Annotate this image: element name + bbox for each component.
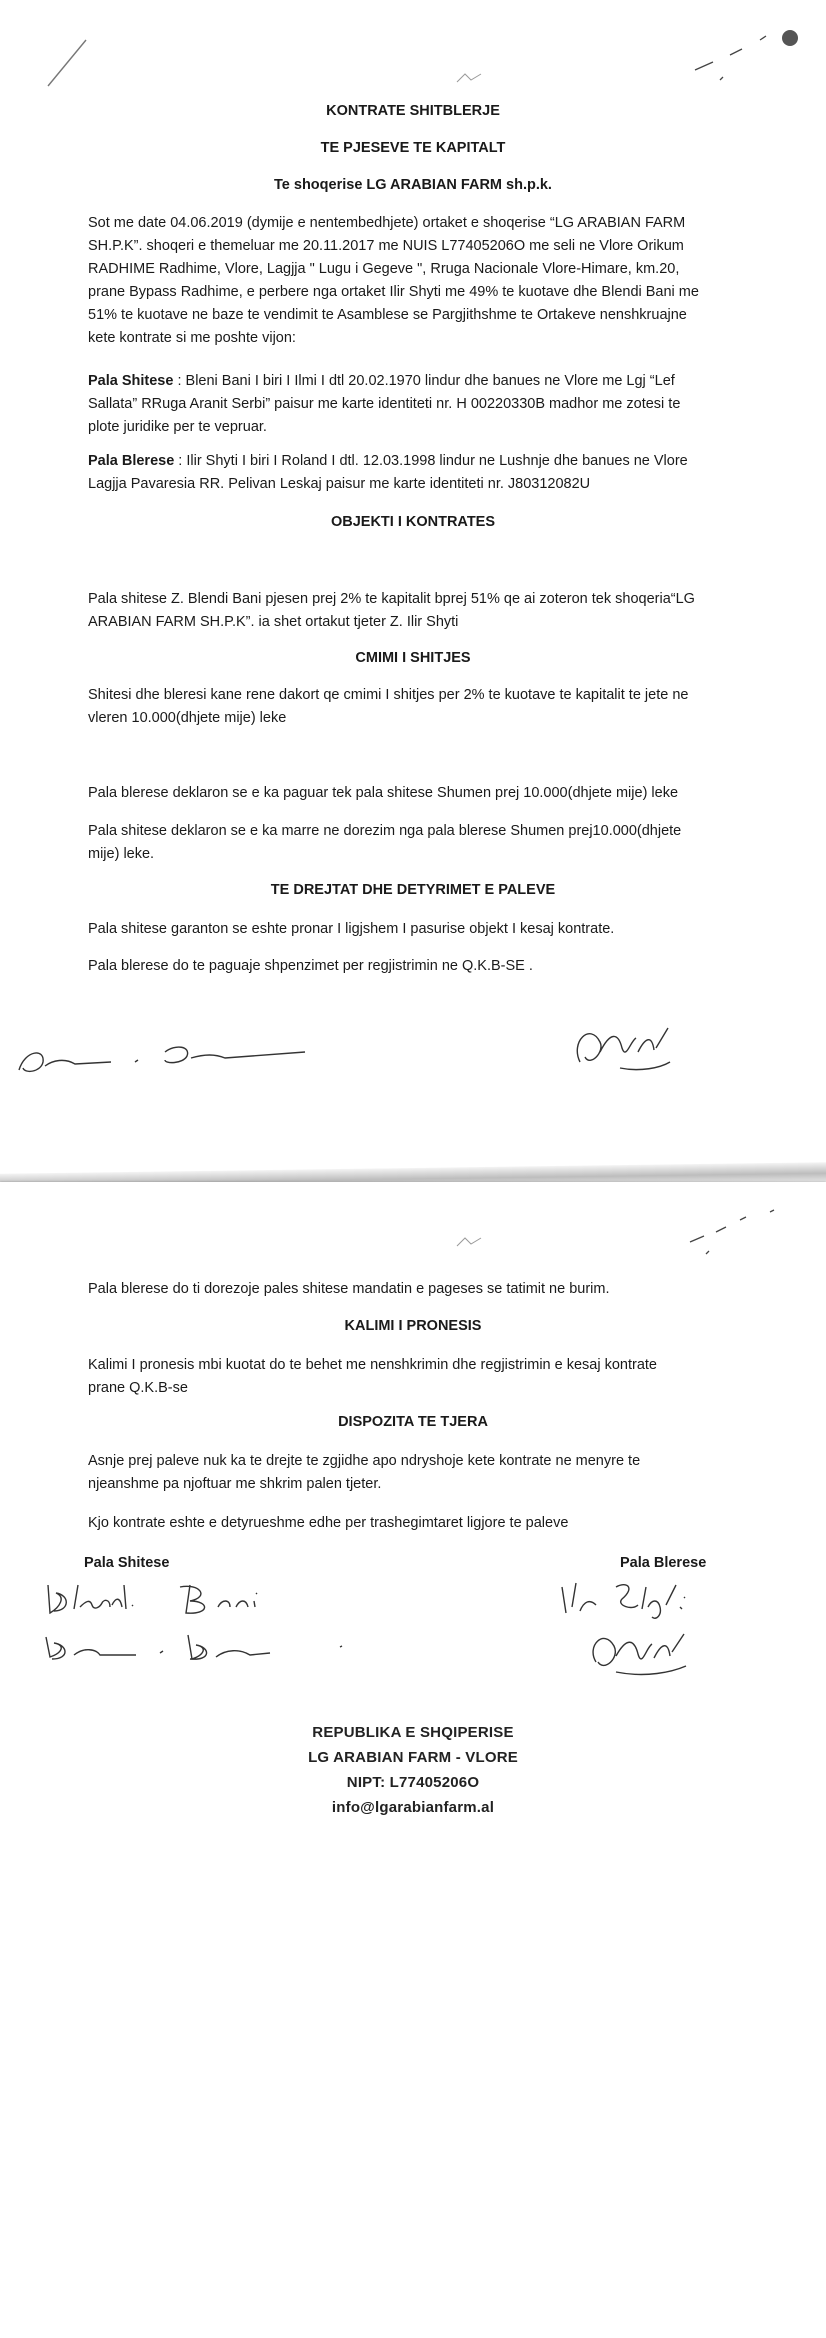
dispozita-paragraph bbox=[88, 1450, 734, 1496]
seller-label: Pala Shitese bbox=[88, 373, 174, 389]
intro-line: Sot me date 04.06.2019 (dymije e nentembedhjete) ortaket e shoqerise “LG ARABIAN FARM bbox=[88, 215, 686, 231]
objekti-paragraph bbox=[88, 588, 734, 634]
stamp-line: LG ARABIAN FARM - VLORE bbox=[308, 1749, 518, 1766]
dispozita-line: njeanshme pa njoftuar me shkrim palen tjeter. bbox=[88, 1476, 382, 1492]
seller-name-signature bbox=[40, 1577, 290, 1622]
garanton-paragraph: Pala shitese garanton se eshte pronar I ligjshem I pasurise objekt I kesaj kontrate. bbox=[88, 921, 615, 937]
kalimi-paragraph bbox=[88, 1354, 734, 1400]
kalimi-line: Kalimi I pronesis mbi kuotat do te behet me nenshkrimin dhe regjistrimin e kesaj kontrate bbox=[88, 1357, 657, 1373]
objekti-line: ARABIAN FARM SH.P.K”. ia shet ortakut tjeter Z. Ilir Shyti bbox=[88, 614, 459, 630]
scan-mark bbox=[690, 30, 800, 90]
buyer-label: Pala Blerese bbox=[88, 453, 175, 469]
buyer-initials-signature bbox=[560, 1012, 680, 1082]
shpenzimet-paragraph: Pala blerese do te paguaje shpenzimet per regjistrimin ne Q.K.B-SE . bbox=[88, 958, 533, 974]
marre-line: mije) leke. bbox=[88, 846, 155, 862]
scan-mark bbox=[40, 34, 100, 94]
buyer-paragraph bbox=[88, 450, 734, 496]
buyer-line: : Ilir Shyti I biri I Roland I dtl. 12.03.1998 lindur ne Lushnje dhe banues ne Vlore bbox=[174, 453, 688, 469]
intro-line: 51% te kuotave ne baze te vendimit te Asamblese se Pargjithshme te Ortakeve nenshkruajne bbox=[88, 307, 687, 323]
dispozita-line: Asnje prej paleve nuk ka te drejte te zgjidhe apo ndryshoje kete kontrate ne menyre te bbox=[88, 1453, 641, 1469]
buyer-line: Lagjja Pavaresia RR. Pelivan Leskaj paisur me karte identiteti nr. J80312082U bbox=[88, 476, 591, 492]
seller-initials-signature bbox=[15, 1030, 315, 1090]
buyer-initials-signature bbox=[576, 1622, 696, 1682]
seller-line: plote juridike per te vepruar. bbox=[88, 419, 267, 435]
intro-line: prane Bypass Radhime, e perbere nga ortaket Ilir Shyti me 49% te kuotave dhe Blendi Bani me bbox=[88, 284, 699, 300]
cmimi-line: Shitesi dhe bleresi kane rene dakort qe cmimi I shitjes per 2% te kuotave te kapitalit te jete ne bbox=[88, 687, 689, 703]
mandat-paragraph: Pala blerese do ti dorezoje pales shitese mandatin e pageses se tatimit ne burim. bbox=[88, 1281, 610, 1297]
kalimi-line: prane Q.K.B-se bbox=[88, 1380, 188, 1396]
company-title: Te shoqerise LG ARABIAN FARM sh.p.k. bbox=[274, 177, 552, 193]
stamp-line: NIPT: L77405206O bbox=[346, 1774, 480, 1791]
intro-line: SH.P.K”. shoqeri e themeluar me 20.11.2017 me NUIS L77405206O me seli ne Vlore Orikum bbox=[88, 238, 684, 254]
buyer-signature-label: Pala Blerese bbox=[620, 1555, 707, 1571]
seller-paragraph bbox=[88, 370, 734, 439]
intro-line: kete kontrate si me poshte vijon: bbox=[88, 330, 296, 346]
cmimi-line: vleren 10.000(dhjete mije) leke bbox=[88, 710, 287, 726]
paguar-paragraph: Pala blerese deklaron se e ka paguar tek pala shitese Shumen prej 10.000(dhjete mije) leke bbox=[88, 785, 679, 801]
marre-line: Pala shitese deklaron se e ka marre ne dorezim nga pala blerese Shumen prej10.000(dhjete bbox=[88, 823, 682, 839]
intro-paragraph bbox=[88, 212, 734, 350]
cmimi-paragraph bbox=[88, 684, 734, 730]
dispozita-heading: DISPOZITA TE TJERA bbox=[338, 1414, 488, 1430]
scan-mark bbox=[680, 1202, 800, 1272]
detyrueshme-paragraph: Kjo kontrate eshte e detyrueshme edhe per trashegimtaret ligjore te paleve bbox=[88, 1515, 569, 1531]
detyrimet-heading: TE DREJTAT DHE DETYRIMET E PALEVE bbox=[270, 882, 556, 898]
objekti-line: Pala shitese Z. Blendi Bani pjesen prej 2% te kapitalit bprej 51% qe ai zoteron tek shoqeria“LG bbox=[88, 591, 695, 607]
stamp-line: REPUBLIKA E SHQIPERISE bbox=[312, 1724, 514, 1741]
contract-title: KONTRATE SHITBLERJE bbox=[326, 103, 500, 119]
objekti-heading: OBJEKTI I KONTRATES bbox=[330, 514, 496, 530]
company-stamp bbox=[0, 1720, 826, 1820]
seller-line: Sallata” RRuga Aranit Serbi” paisur me karte identiteti nr. H 00220330B madhor me zotesi te bbox=[88, 396, 681, 412]
seller-line: : Bleni Bani I biri I Ilmi I dtl 20.02.1970 lindur dhe banues ne Vlore me Lgj “Lef bbox=[173, 373, 675, 389]
marre-paragraph bbox=[88, 820, 734, 866]
kalimi-heading: KALIMI I PRONESIS bbox=[344, 1318, 482, 1334]
scan-mark bbox=[455, 1232, 495, 1252]
buyer-name-signature bbox=[556, 1577, 736, 1622]
contract-page-2 bbox=[0, 1182, 826, 2338]
seller-signature-label: Pala Shitese bbox=[84, 1555, 170, 1571]
stamp-line: info@lgarabianfarm.al bbox=[331, 1799, 495, 1816]
contract-subtitle: TE PJESEVE TE KAPITALT bbox=[320, 140, 506, 156]
scan-mark bbox=[455, 68, 495, 88]
intro-line: RADHIME Radhime, Vlore, Lagjja " Lugu i Gegeve ", Rruga Nacionale Vlore-Himare, km.20, bbox=[88, 261, 680, 277]
cmimi-heading: CMIMI I SHITJES bbox=[355, 650, 471, 666]
seller-initials-signature bbox=[40, 1627, 370, 1667]
